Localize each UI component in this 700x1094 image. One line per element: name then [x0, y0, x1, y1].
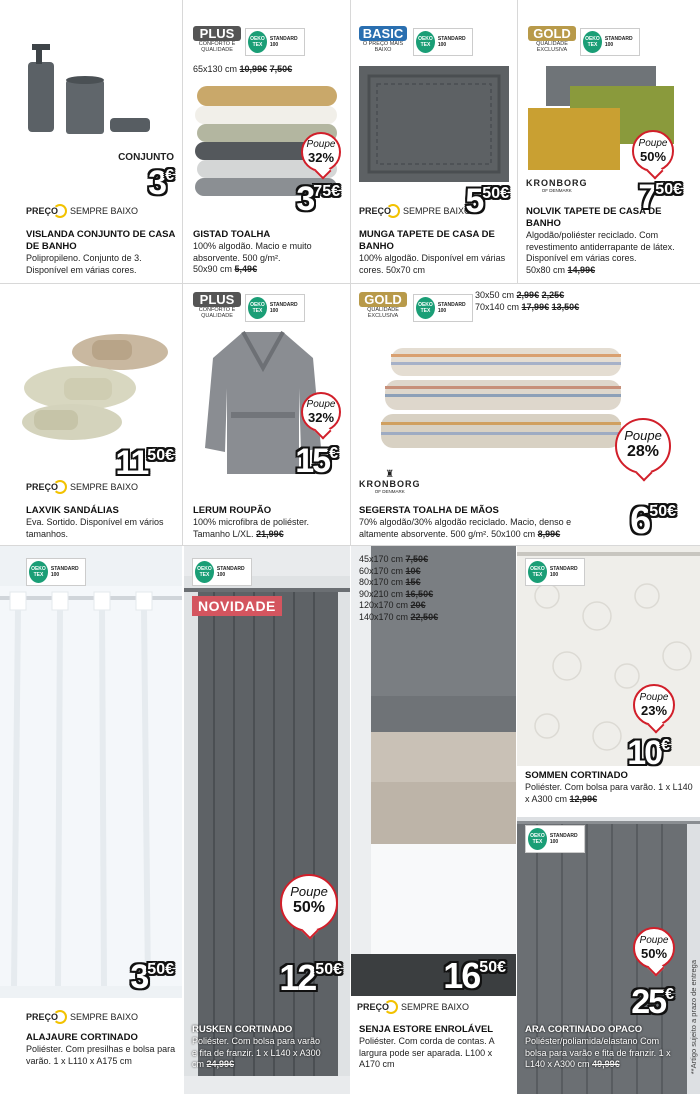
size-price-line: 65x130 cm 10,99€ 7,50€: [193, 64, 293, 74]
size-price-line: 50x80 cm 14,99€: [526, 264, 596, 275]
gold-badge: GOLD QUALIDADE EXCLUSIVA: [359, 292, 407, 322]
price: $12^{50€}$: [279, 957, 342, 998]
product-desc: Algodão/poliéster reciclado. Com revestimento antiderrapante de látex. Disponível em várias cores.: [526, 230, 675, 263]
price: $5^{50€}$: [465, 182, 509, 220]
poupe-badge: Poupe 32%: [301, 392, 341, 432]
swoosh-icon: [53, 204, 67, 218]
price: $3^{50€}$: [130, 958, 174, 996]
product-title: SEGERSTA TOALHA DE MÃOS: [359, 505, 499, 516]
size-row: 140x170 cm 22,50€: [359, 611, 439, 622]
price: 10€: [627, 734, 670, 772]
preco-sempre-baixo: PREÇO SEMPRE BAIXO: [26, 206, 139, 216]
product-vislanda[interactable]: [0, 0, 182, 283]
product-title: ALAJAURE CORTINADO: [26, 1032, 138, 1043]
sandals-image: [20, 322, 170, 442]
product-desc: Poliéster/poliamida/elastano Com bolsa para varão e fita de franzir. 1 x L140 x A300 cm 49,99€: [525, 1036, 671, 1069]
swoosh-icon: [53, 480, 67, 494]
product-desc: 70% algodão/30% algodão reciclado. Macio, denso e altamente absorvente. 500 g/m². 50x100 cm 8,99€: [359, 517, 572, 539]
product-senja[interactable]: [351, 546, 516, 1094]
size-row: 45x170 cm 7,50€: [359, 554, 429, 564]
price: $3^{75€}$: [296, 180, 340, 218]
poupe-badge: Poupe 28%: [615, 418, 671, 474]
price: $11^{50€}$: [115, 444, 174, 482]
product-alajaure[interactable]: [0, 546, 182, 1094]
delivery-note: **Artigo sujeito a prazo de entrega: [689, 959, 698, 1074]
poupe-badge: Poupe 32%: [301, 132, 341, 172]
product-segersta[interactable]: [351, 284, 700, 545]
sheer-curtain-image: [0, 586, 182, 986]
poupe-badge: Poupe 23%: [633, 684, 675, 726]
swoosh-icon: [53, 1010, 67, 1024]
poupe-badge: Poupe 50%: [280, 874, 338, 932]
product-desc: Eva. Sortido. Disponível em vários tamanhos.: [26, 517, 164, 539]
preco-sempre-baixo: PREÇO SEMPRE BAIXO: [26, 1012, 139, 1022]
product-nolvik[interactable]: [518, 0, 700, 283]
product-title: LAXVIK SANDÁLIAS: [26, 505, 119, 516]
oeko-tex-label: OEKO TEX STANDARD 100: [580, 28, 640, 56]
product-title: VISLANDA CONJUNTO DE CASA DE BANHO: [26, 229, 176, 252]
plus-badge: PLUS CONFORTO E QUALIDADE: [193, 26, 241, 56]
price: $16^{50€}$: [443, 955, 506, 996]
product-laxvik[interactable]: [0, 284, 182, 545]
oeko-tex-label: OEKO TEX STANDARD 100: [26, 558, 86, 586]
size-price-line: 50x90 cm 5,49€: [193, 264, 258, 274]
product-lerum[interactable]: [183, 284, 350, 545]
poupe-badge: Poupe 50%: [632, 130, 674, 172]
product-desc: Poliéster. Com bolsa para varão e fita de franzir. 1 x L140 x A300 cm 24,99€: [192, 1036, 321, 1069]
oeko-tex-label: OEKO TEX STANDARD 100: [525, 558, 585, 586]
swoosh-icon: [384, 1000, 398, 1014]
size-row: 80x170 cm 15€: [359, 577, 421, 587]
price: 3€: [148, 164, 174, 202]
product-title: ARA CORTINADO OPACO: [525, 1024, 643, 1035]
kronborg-logo: KRONBORG OF DENMARK: [526, 178, 588, 193]
size-row: 120x170 cm 20€: [359, 600, 426, 610]
oeko-tex-label: OEKO TEX STANDARD 100: [413, 294, 473, 322]
oeko-tex-label: OEKO TEX STANDARD 100: [245, 28, 305, 56]
product-title: LERUM ROUPÃO: [193, 505, 272, 516]
oeko-tex-label: OEKO TEX STANDARD 100: [525, 825, 585, 853]
preco-sempre-baixo: PREÇO SEMPRE BAIXO: [357, 1002, 470, 1012]
bath-set-image: [22, 40, 152, 140]
hand-towels-image: [381, 342, 631, 462]
swoosh-icon: [386, 204, 400, 218]
product-desc: Polipropileno. Conjunto de 3. Disponível em várias cores.: [26, 253, 142, 275]
product-ara[interactable]: [517, 817, 700, 1094]
product-desc: Poliéster. Com presilhas e bolsa para varão. 1 x L110 x A175 cm: [26, 1044, 176, 1066]
product-sommen[interactable]: [517, 546, 700, 816]
crown-icon: ♜: [385, 469, 395, 480]
product-desc: 100% algodão. Disponível em várias cores. 50x70 cm: [359, 253, 506, 275]
oeko-tex-label: OEKO TEX STANDARD 100: [413, 28, 473, 56]
product-title: SOMMEN CORTINADO: [525, 770, 628, 781]
grey-curtain-image: [184, 576, 350, 1076]
size-row: 90x210 cm 16,50€: [359, 588, 434, 599]
product-title: SENJA ESTORE ENROLÁVEL: [359, 1024, 494, 1035]
oeko-tex-label: OEKO TEX STANDARD 100: [245, 294, 305, 322]
size-row: 60x170 cm 10€: [359, 565, 421, 576]
basic-badge: BASIC O PREÇO MAIS BAIXO: [359, 26, 407, 56]
product-title: MUNGA TAPETE DE CASA DE BANHO: [359, 229, 495, 252]
product-title: GISTAD TOALHA: [193, 229, 271, 240]
oeko-tex-label: OEKO TEX STANDARD 100: [192, 558, 252, 586]
gold-badge: GOLD QUALIDADE EXCLUSIVA: [528, 26, 576, 56]
product-desc: Poliéster. Com bolsa para varão. 1 x L140 x A300 cm 12,99€: [525, 782, 693, 804]
product-title: NOLVIK TAPETE DE CASA DE BANHO: [526, 206, 662, 229]
size-list: [359, 554, 438, 623]
product-rusken[interactable]: [184, 546, 350, 1094]
preco-sempre-baixo: PREÇO SEMPRE BAIXO: [359, 206, 472, 216]
size-price-line: 30x50 cm 2,99€ 2,25€: [475, 290, 565, 300]
product-gistad[interactable]: [183, 0, 350, 283]
product-munga[interactable]: [351, 0, 517, 283]
set-label: CONJUNTO: [118, 152, 174, 163]
product-desc: 100% microfibra de poliéster. Tamanho L/XL. 21,99€: [193, 517, 310, 539]
bath-mat-image: [359, 66, 509, 182]
plus-badge: PLUS CONFORTO E QUALIDADE: [193, 292, 241, 322]
preco-sempre-baixo: PREÇO SEMPRE BAIXO: [26, 482, 139, 492]
poupe-badge: Poupe 50%: [633, 927, 675, 969]
size-price-line: 70x140 cm 17,99€ 13,50€: [475, 302, 580, 312]
novidade-tag: NOVIDADE: [192, 596, 282, 616]
price: 25€: [631, 983, 674, 1021]
product-desc: Poliéster. Com corda de contas. A largura pode ser aparada. L100 x A170 cm: [359, 1036, 495, 1069]
price: 15€: [295, 442, 338, 480]
kronborg-logo: ♜ KRONBORG OF DENMARK: [359, 469, 421, 494]
product-desc: 100% algodão. Macio e muito absorvente. 500 g/m².: [193, 241, 312, 263]
price: $6^{50€}$: [630, 500, 676, 542]
product-title: RUSKEN CORTINADO: [192, 1024, 293, 1035]
price: $7^{50€}$: [638, 178, 682, 216]
